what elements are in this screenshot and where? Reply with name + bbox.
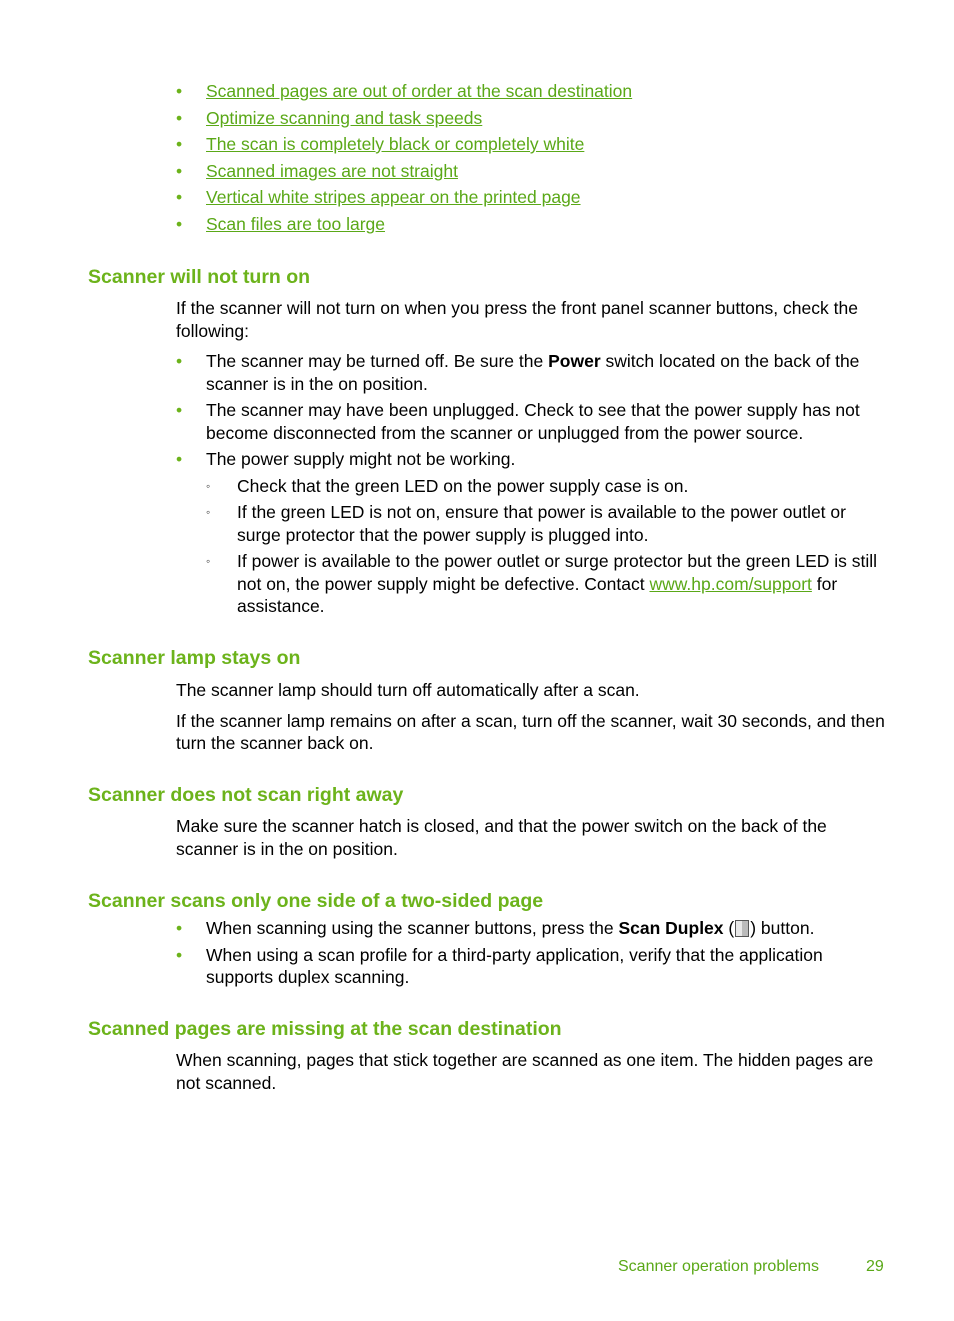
heading-scanner-lamp-stays-on: Scanner lamp stays on bbox=[88, 647, 301, 669]
link-not-straight[interactable]: Scanned images are not straight bbox=[206, 160, 458, 181]
list-item bbox=[176, 186, 632, 213]
text: ( bbox=[723, 918, 735, 938]
text: If the green LED is not on, ensure that power is available to the power outlet or surge protector that the power supply is plugged into. bbox=[237, 502, 846, 545]
bullet: • bbox=[176, 400, 183, 420]
link-optimize-speeds[interactable]: Optimize scanning and task speeds bbox=[206, 107, 483, 128]
scan-duplex-icon bbox=[735, 920, 749, 937]
bullet: • bbox=[176, 81, 183, 101]
list-item bbox=[176, 107, 632, 134]
list-item bbox=[176, 160, 632, 187]
section-body bbox=[176, 297, 888, 622]
sub-bullet: ◦ bbox=[206, 505, 211, 519]
bullet: • bbox=[176, 213, 183, 234]
text: Check that the green LED on the power supply case is on. bbox=[237, 475, 689, 496]
list-item bbox=[206, 550, 888, 618]
section-body bbox=[176, 1049, 888, 1102]
link-out-of-order[interactable]: Scanned pages are out of order at the scan destination bbox=[206, 81, 633, 101]
bullet: • bbox=[176, 107, 183, 128]
list-item bbox=[176, 133, 632, 160]
list-item bbox=[176, 944, 888, 989]
text: When using a scan profile for a third-party application, verify that the application supports duplex scanning. bbox=[206, 944, 823, 987]
bullet: • bbox=[176, 944, 183, 965]
bullet-list bbox=[176, 350, 888, 618]
scan-duplex-label: Scan Duplex bbox=[618, 918, 724, 938]
section-body bbox=[176, 679, 888, 763]
text: If power is available to the power outlet or surge protector but the green LED is still not on, the power supply might be defective. Contact bbox=[237, 551, 878, 594]
text: The scanner may be turned off. Be sure the bbox=[206, 351, 549, 371]
bullet: • bbox=[176, 449, 183, 469]
heading-pages-missing: Scanned pages are missing at the scan destination bbox=[88, 1018, 562, 1040]
text: switch located on the back of the scanner is in the on position. bbox=[206, 351, 860, 394]
paragraph: When scanning, pages that stick together are scanned as one item. The hidden pages are not scanned. bbox=[176, 1050, 874, 1093]
heading-scanner-does-not-scan: Scanner does not scan right away bbox=[88, 784, 404, 806]
list-item bbox=[176, 399, 888, 444]
list-item bbox=[176, 917, 888, 940]
text: The scanner may have been unplugged. Check to see that the power supply has not become disconnected from the scanner or unplugged from the power source. bbox=[206, 400, 860, 443]
link-white-stripes[interactable]: Vertical white stripes appear on the printed page bbox=[206, 187, 581, 207]
section-body bbox=[176, 815, 888, 868]
link-black-or-white[interactable]: The scan is completely black or completely white bbox=[206, 134, 585, 154]
list-item bbox=[176, 350, 888, 395]
section-body bbox=[176, 917, 888, 993]
support-link[interactable]: www.hp.com/support bbox=[649, 573, 812, 594]
paragraph: Make sure the scanner hatch is closed, and that the power switch on the back of the scanner is in the on position. bbox=[176, 816, 827, 859]
paragraph: The scanner lamp should turn off automatically after a scan. bbox=[176, 680, 640, 700]
sub-bullet: ◦ bbox=[206, 478, 211, 493]
list-item bbox=[176, 213, 632, 240]
page-number: 29 bbox=[866, 1258, 884, 1275]
related-links-list bbox=[176, 80, 632, 239]
bullet: • bbox=[176, 160, 183, 181]
list-item bbox=[176, 80, 632, 107]
text: The power supply might not be working. bbox=[206, 449, 516, 469]
heading-scanner-will-not-turn-on: Scanner will not turn on bbox=[88, 266, 311, 288]
list-item bbox=[206, 501, 888, 546]
bullet: • bbox=[176, 918, 183, 938]
bullet: • bbox=[176, 134, 183, 154]
bullet-list bbox=[176, 917, 888, 989]
sub-list bbox=[206, 475, 888, 618]
heading-one-side-only: Scanner scans only one side of a two-sided page bbox=[88, 890, 544, 912]
list-item bbox=[176, 448, 888, 618]
paragraph: If the scanner lamp remains on after a scan, turn off the scanner, wait 30 seconds, and then turn the scanner back on. bbox=[176, 710, 885, 753]
text: for assistance. bbox=[237, 573, 838, 616]
text: When scanning using the scanner buttons, press the bbox=[206, 918, 619, 938]
list-item bbox=[206, 475, 888, 498]
footer-section-title: Scanner operation problems bbox=[618, 1258, 820, 1275]
link-files-too-large[interactable]: Scan files are too large bbox=[206, 213, 385, 234]
power-label: Power bbox=[548, 351, 601, 371]
paragraph: If the scanner will not turn on when you press the front panel scanner buttons, check the following: bbox=[176, 298, 858, 341]
sub-bullet: ◦ bbox=[206, 554, 211, 568]
bullet: • bbox=[176, 187, 183, 207]
text: ) button. bbox=[750, 918, 815, 938]
bullet: • bbox=[176, 351, 183, 371]
